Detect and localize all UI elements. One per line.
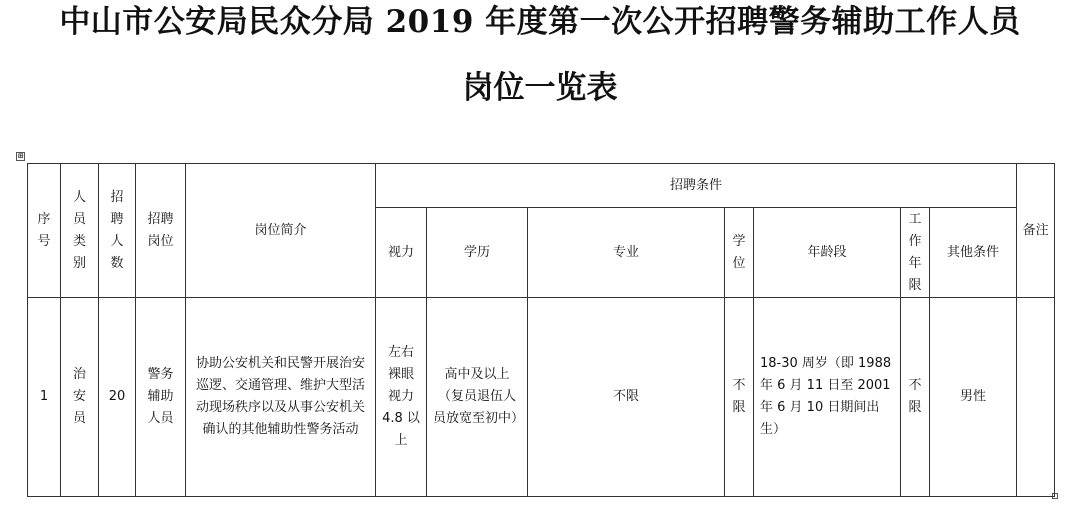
cell-education: 高中及以上（复员退伍人员放宽至初中） <box>427 298 528 497</box>
header-category: 人员类别 <box>61 164 99 298</box>
cell-other: 男性 <box>930 298 1017 497</box>
document-title: 中山市公安局民众分局 2019 年度第一次公开招聘警务辅助工作人员 <box>59 4 1021 40</box>
table-move-handle-icon[interactable]: ⊞ <box>17 152 24 160</box>
positions-table <box>27 163 1055 497</box>
header-intro: 岗位简介 <box>186 164 376 298</box>
cell-major: 不限 <box>528 298 725 497</box>
header-conditions: 招聘条件 <box>376 164 1017 208</box>
cell-degree: 不限 <box>725 298 754 497</box>
cell-intro: 协助公安机关和民警开展治安巡逻、交通管理、维护大型活动现场秩序以及从事公安机关确认的其他辅助性警务活动 <box>186 298 376 497</box>
header-count: 招聘人数 <box>99 164 136 298</box>
header-other: 其他条件 <box>930 208 1017 298</box>
cell-post: 警务辅助人员 <box>136 298 186 497</box>
cell-seq: 1 <box>28 298 61 497</box>
document-subtitle: 岗位一览表 <box>462 70 618 106</box>
cell-age: 18-30 周岁（即 1988 年 6 月 11 日至 2001 年 6 月 10 日期间出生） <box>754 298 901 497</box>
header-degree: 学位 <box>725 208 754 298</box>
header-experience: 工作年限 <box>901 208 930 298</box>
header-seq: 序号 <box>28 164 61 298</box>
cell-notes <box>1017 298 1055 497</box>
cell-experience: 不限 <box>901 298 930 497</box>
header-major: 专业 <box>528 208 725 298</box>
cell-count: 20 <box>99 298 136 497</box>
cell-vision: 左右裸眼视力 4.8 以上 <box>376 298 427 497</box>
header-vision: 视力 <box>376 208 427 298</box>
header-post: 招聘岗位 <box>136 164 186 298</box>
header-notes: 备注 <box>1017 164 1055 298</box>
table-row <box>28 298 1055 497</box>
header-age: 年龄段 <box>754 208 901 298</box>
cell-category: 治安员 <box>61 298 99 497</box>
header-education: 学历 <box>427 208 528 298</box>
